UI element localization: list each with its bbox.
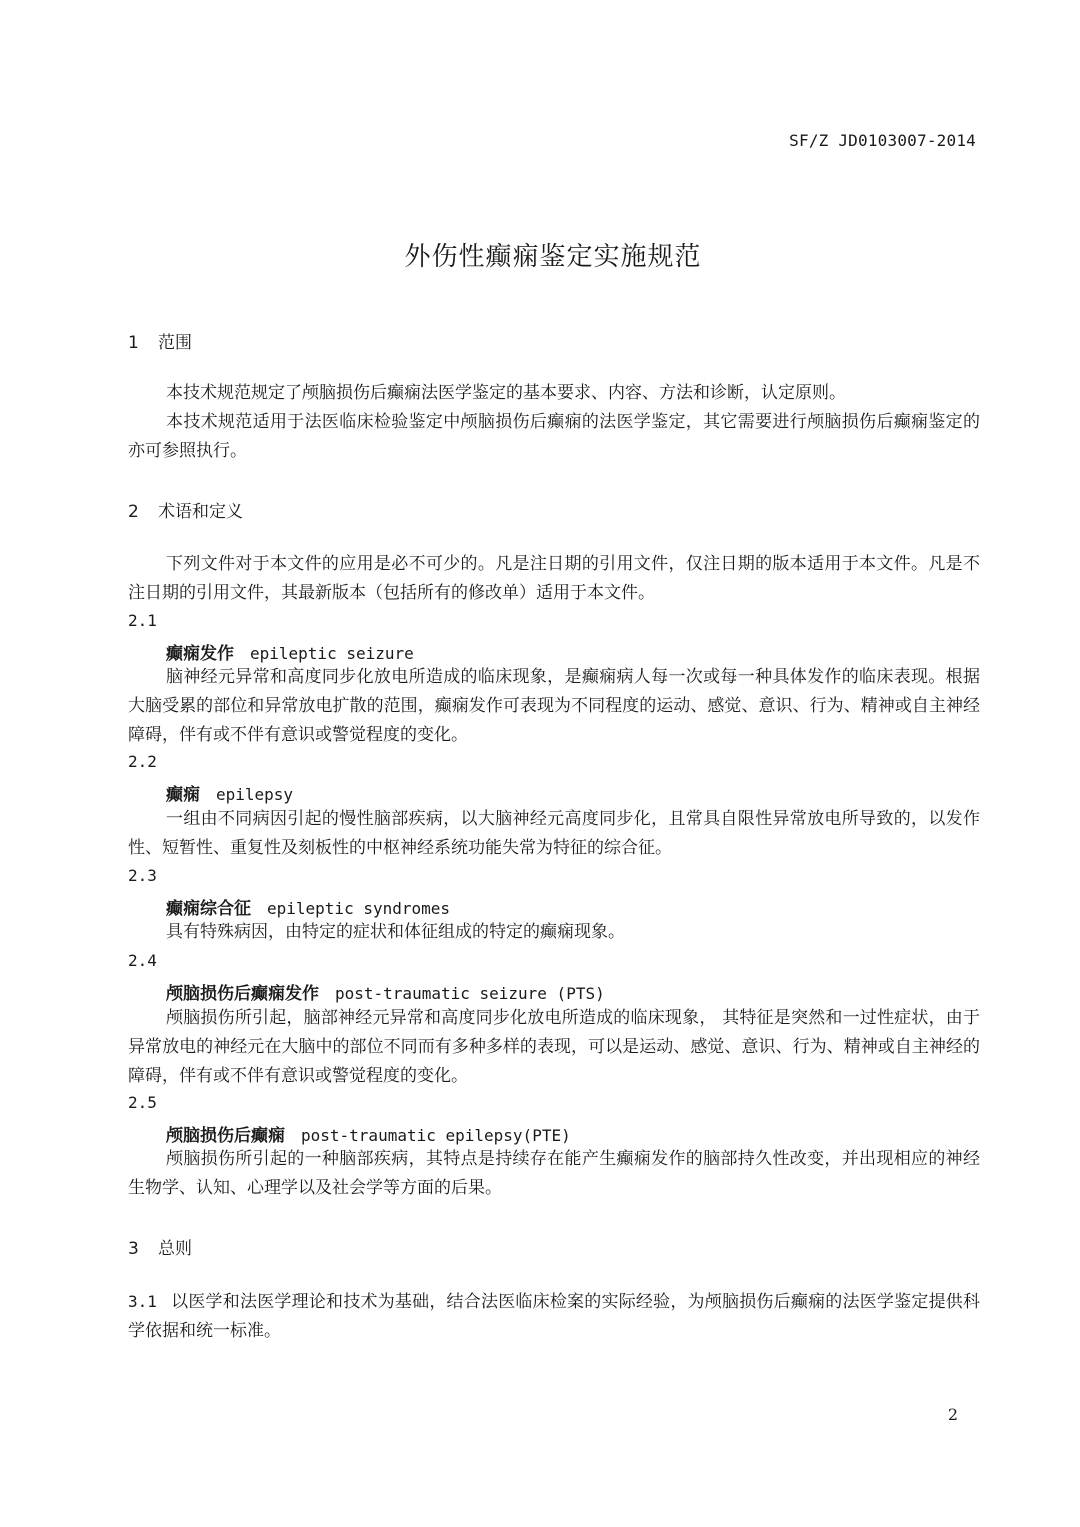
term-definition: 颅脑损伤所引起，脑部神经元异常和高度同步化放电所造成的临床现象， 其特征是突然和一过性症状，由于异常放电的神经元在大脑中的部位不同而有多种多样的表现，可以是运动、感觉、意识、行为、精神或自主神经的障碍，伴有或不伴有意识或警觉程度的变化。 [128,1008,980,1086]
clause-number: 2.3 [128,866,157,885]
section-number: 2 [128,502,139,522]
clause-number: 2.2 [128,752,157,771]
term-definition: 脑神经元异常和高度同步化放电所造成的临床现象，是癫痫病人每一次或每一种具体发作的临床表现。根据大脑受累的部位和异常放电扩散的范围，癫痫发作可表现为不同程度的运动、感觉、意识、行为、精神或自主神经障碍，伴有或不伴有意识或警觉程度的变化。 [128,667,980,745]
clause-number: 2.5 [128,1093,157,1112]
section-3-heading [128,1234,192,1259]
section-2-heading [128,497,243,522]
term-definition: 一组由不同病因引起的慢性脑部疾病，以大脑神经元高度同步化，且常具自限性异常放电所导致的，以发作性、短暂性、重复性及刻板性的中枢神经系统功能失常为特征的综合征。 [128,809,980,858]
term-english: post-traumatic seizure (PTS) [335,984,605,1003]
paragraph: 本技术规范适用于法医临床检验鉴定中颅脑损伤后癫痫的法医学鉴定，其它需要进行颅脑损伤后癫痫鉴定的亦可参照执行。 [128,412,980,461]
clause-number: 3.1 [128,1292,157,1311]
paragraph: 本技术规范规定了颅脑损伤后癫痫法医学鉴定的基本要求、内容、方法和诊断，认定原则。 [166,383,846,403]
clause-3-1 [128,1287,980,1346]
clause-number: 2.1 [128,611,157,630]
term-definition: 颅脑损伤所引起的一种脑部疾病，其特点是持续存在能产生癫痫发作的脑部持久性改变，并出现相应的神经生物学、认知、心理学以及社会学等方面的后果。 [128,1149,980,1198]
term-heading [166,894,450,919]
section-number: 1 [128,333,139,353]
term-chinese: 颅脑损伤后癫痫 [166,1126,285,1146]
term-english: epileptic syndromes [267,899,451,918]
section-title: 总则 [158,1239,192,1259]
section-number: 3 [128,1239,139,1259]
standard-code: SF/Z JD0103007-2014 [789,131,976,150]
term-chinese: 癫痫综合征 [166,899,251,919]
page-number: 2 [947,1405,958,1424]
document-title: 外伤性癫痫鉴定实施规范 [404,242,702,272]
clause-number: 2.4 [128,951,157,970]
clause-text: 以医学和法医学理论和技术为基础，结合法医临床检案的实际经验，为颅脑损伤后癫痫的法医学鉴定提供科学依据和统一标准。 [128,1292,980,1341]
term-chinese: 癫痫发作 [166,644,234,664]
section-1-heading [128,328,192,353]
term-english: epilepsy [216,785,294,804]
term-heading [166,780,293,805]
term-heading [166,639,414,664]
term-heading [166,1121,571,1146]
term-english: epileptic seizure [250,644,414,663]
section-title: 范围 [158,333,192,353]
section-title: 术语和定义 [158,502,243,522]
term-heading [166,979,605,1004]
term-chinese: 癫痫 [166,785,200,805]
term-definition: 具有特殊病因，由特定的症状和体征组成的特定的癫痫现象。 [166,922,625,942]
paragraph: 下列文件对于本文件的应用是必不可少的。凡是注日期的引用文件，仅注日期的版本适用于本文件。凡是不注日期的引用文件，其最新版本（包括所有的修改单）适用于本文件。 [128,554,980,603]
term-chinese: 颅脑损伤后癫痫发作 [166,984,319,1004]
term-english: post-traumatic epilepsy(PTE) [301,1126,571,1145]
